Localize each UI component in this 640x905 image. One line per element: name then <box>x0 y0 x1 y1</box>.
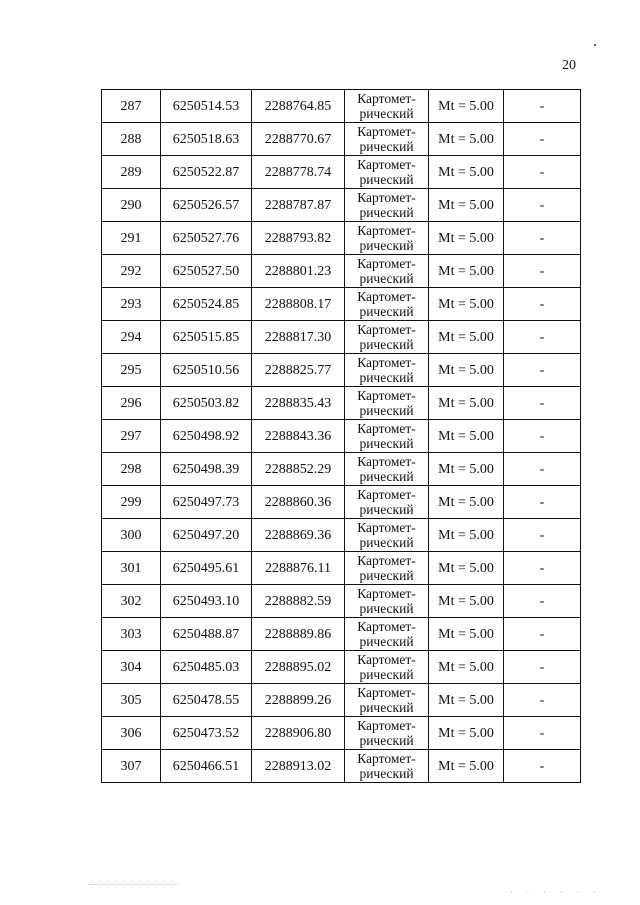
method-cell <box>345 453 429 486</box>
y-coordinate-cell: 2288778.74 <box>252 156 345 189</box>
y-coordinate-cell: 2288882.59 <box>252 585 345 618</box>
method-cell <box>345 684 429 717</box>
accuracy-cell: Mt = 5.00 <box>429 387 504 420</box>
note-cell: - <box>504 453 581 486</box>
table-row <box>102 585 581 618</box>
y-coordinate-cell: 2288835.43 <box>252 387 345 420</box>
method-cell <box>345 486 429 519</box>
y-coordinate-cell: 2288869.36 <box>252 519 345 552</box>
method-line-1: Картомет- <box>357 553 416 568</box>
method-cell <box>345 288 429 321</box>
method-line-1: Картомет- <box>357 520 416 535</box>
method-cell <box>345 519 429 552</box>
y-coordinate-cell: 2288906.80 <box>252 717 345 750</box>
method-cell <box>345 552 429 585</box>
x-coordinate-cell: 6250515.85 <box>161 321 252 354</box>
note-cell: - <box>504 387 581 420</box>
method-cell <box>345 585 429 618</box>
point-number-cell: 297 <box>102 420 161 453</box>
note-cell: - <box>504 321 581 354</box>
method-line-1: Картомет- <box>357 718 416 733</box>
table-row <box>102 123 581 156</box>
method-line-2: рический <box>359 436 414 451</box>
note-cell: - <box>504 90 581 123</box>
method-line-2: рический <box>359 700 414 715</box>
point-number-cell: 298 <box>102 453 161 486</box>
scan-artifact-right: · · · · · · <box>510 888 602 897</box>
x-coordinate-cell: 6250473.52 <box>161 717 252 750</box>
method-line-1: Картомет- <box>357 388 416 403</box>
method-line-1: Картомет- <box>357 190 416 205</box>
method-line-2: рический <box>359 370 414 385</box>
x-coordinate-cell: 6250497.20 <box>161 519 252 552</box>
point-number-cell: 303 <box>102 618 161 651</box>
method-cell <box>345 420 429 453</box>
method-line-1: Картомет- <box>357 91 416 106</box>
method-line-1: Картомет- <box>357 421 416 436</box>
note-cell: - <box>504 717 581 750</box>
x-coordinate-cell: 6250498.39 <box>161 453 252 486</box>
x-coordinate-cell: 6250524.85 <box>161 288 252 321</box>
method-line-2: рический <box>359 601 414 616</box>
y-coordinate-cell: 2288787.87 <box>252 189 345 222</box>
note-cell: - <box>504 684 581 717</box>
method-line-1: Картомет- <box>357 685 416 700</box>
x-coordinate-cell: 6250526.57 <box>161 189 252 222</box>
y-coordinate-cell: 2288764.85 <box>252 90 345 123</box>
method-cell <box>345 321 429 354</box>
y-coordinate-cell: 2288852.29 <box>252 453 345 486</box>
table-row <box>102 189 581 222</box>
note-cell: - <box>504 651 581 684</box>
x-coordinate-cell: 6250514.53 <box>161 90 252 123</box>
method-line-2: рический <box>359 469 414 484</box>
method-line-2: рический <box>359 733 414 748</box>
y-coordinate-cell: 2288793.82 <box>252 222 345 255</box>
point-number-cell: 301 <box>102 552 161 585</box>
note-cell: - <box>504 288 581 321</box>
method-line-2: рический <box>359 172 414 187</box>
accuracy-cell: Mt = 5.00 <box>429 189 504 222</box>
table-row <box>102 486 581 519</box>
table-row <box>102 255 581 288</box>
scan-speck <box>594 44 596 46</box>
x-coordinate-cell: 6250503.82 <box>161 387 252 420</box>
table-row <box>102 618 581 651</box>
accuracy-cell: Mt = 5.00 <box>429 519 504 552</box>
x-coordinate-cell: 6250498.92 <box>161 420 252 453</box>
point-number-cell: 290 <box>102 189 161 222</box>
accuracy-cell: Mt = 5.00 <box>429 651 504 684</box>
x-coordinate-cell: 6250495.61 <box>161 552 252 585</box>
point-number-cell: 304 <box>102 651 161 684</box>
x-coordinate-cell: 6250527.50 <box>161 255 252 288</box>
table-row <box>102 717 581 750</box>
note-cell: - <box>504 552 581 585</box>
x-coordinate-cell: 6250497.73 <box>161 486 252 519</box>
note-cell: - <box>504 156 581 189</box>
x-coordinate-cell: 6250488.87 <box>161 618 252 651</box>
method-cell <box>345 255 429 288</box>
accuracy-cell: Mt = 5.00 <box>429 717 504 750</box>
accuracy-cell: Mt = 5.00 <box>429 156 504 189</box>
method-cell <box>345 123 429 156</box>
note-cell: - <box>504 354 581 387</box>
method-line-2: рический <box>359 337 414 352</box>
y-coordinate-cell: 2288895.02 <box>252 651 345 684</box>
method-line-2: рический <box>359 139 414 154</box>
note-cell: - <box>504 519 581 552</box>
accuracy-cell: Mt = 5.00 <box>429 288 504 321</box>
x-coordinate-cell: 6250485.03 <box>161 651 252 684</box>
note-cell: - <box>504 750 581 783</box>
method-cell <box>345 90 429 123</box>
method-line-1: Картомет- <box>357 157 416 172</box>
y-coordinate-cell: 2288860.36 <box>252 486 345 519</box>
table-row <box>102 651 581 684</box>
y-coordinate-cell: 2288889.86 <box>252 618 345 651</box>
note-cell: - <box>504 222 581 255</box>
method-cell <box>345 387 429 420</box>
coordinates-table <box>101 89 581 783</box>
accuracy-cell: Mt = 5.00 <box>429 420 504 453</box>
point-number-cell: 302 <box>102 585 161 618</box>
point-number-cell: 296 <box>102 387 161 420</box>
point-number-cell: 294 <box>102 321 161 354</box>
y-coordinate-cell: 2288913.02 <box>252 750 345 783</box>
method-line-2: рический <box>359 304 414 319</box>
y-coordinate-cell: 2288808.17 <box>252 288 345 321</box>
y-coordinate-cell: 2288801.23 <box>252 255 345 288</box>
point-number-cell: 299 <box>102 486 161 519</box>
method-line-1: Картомет- <box>357 223 416 238</box>
method-cell <box>345 189 429 222</box>
scan-artifact-left <box>88 884 178 886</box>
note-cell: - <box>504 618 581 651</box>
method-line-1: Картомет- <box>357 289 416 304</box>
point-number-cell: 287 <box>102 90 161 123</box>
note-cell: - <box>504 189 581 222</box>
table-row <box>102 453 581 486</box>
table-row <box>102 519 581 552</box>
method-line-1: Картомет- <box>357 751 416 766</box>
x-coordinate-cell: 6250493.10 <box>161 585 252 618</box>
y-coordinate-cell: 2288770.67 <box>252 123 345 156</box>
x-coordinate-cell: 6250510.56 <box>161 354 252 387</box>
method-line-1: Картомет- <box>357 586 416 601</box>
point-number-cell: 292 <box>102 255 161 288</box>
accuracy-cell: Mt = 5.00 <box>429 354 504 387</box>
method-line-1: Картомет- <box>357 487 416 502</box>
accuracy-cell: Mt = 5.00 <box>429 684 504 717</box>
accuracy-cell: Mt = 5.00 <box>429 585 504 618</box>
table-row <box>102 552 581 585</box>
x-coordinate-cell: 6250478.55 <box>161 684 252 717</box>
method-line-2: рический <box>359 106 414 121</box>
method-line-2: рический <box>359 535 414 550</box>
table-row <box>102 684 581 717</box>
y-coordinate-cell: 2288899.26 <box>252 684 345 717</box>
point-number-cell: 307 <box>102 750 161 783</box>
note-cell: - <box>504 420 581 453</box>
method-line-2: рический <box>359 568 414 583</box>
coordinates-table-body <box>102 90 581 783</box>
table-row <box>102 354 581 387</box>
point-number-cell: 293 <box>102 288 161 321</box>
point-number-cell: 300 <box>102 519 161 552</box>
point-number-cell: 306 <box>102 717 161 750</box>
method-line-2: рический <box>359 667 414 682</box>
note-cell: - <box>504 255 581 288</box>
point-number-cell: 295 <box>102 354 161 387</box>
accuracy-cell: Mt = 5.00 <box>429 255 504 288</box>
method-line-1: Картомет- <box>357 619 416 634</box>
method-line-2: рический <box>359 205 414 220</box>
accuracy-cell: Mt = 5.00 <box>429 552 504 585</box>
method-line-1: Картомет- <box>357 256 416 271</box>
method-line-2: рический <box>359 271 414 286</box>
table-row <box>102 321 581 354</box>
table-row <box>102 750 581 783</box>
point-number-cell: 291 <box>102 222 161 255</box>
method-line-2: рический <box>359 502 414 517</box>
x-coordinate-cell: 6250527.76 <box>161 222 252 255</box>
table-row <box>102 420 581 453</box>
table-row <box>102 387 581 420</box>
method-line-2: рический <box>359 634 414 649</box>
y-coordinate-cell: 2288825.77 <box>252 354 345 387</box>
method-line-1: Картомет- <box>357 355 416 370</box>
table-row <box>102 288 581 321</box>
y-coordinate-cell: 2288843.36 <box>252 420 345 453</box>
accuracy-cell: Mt = 5.00 <box>429 90 504 123</box>
x-coordinate-cell: 6250466.51 <box>161 750 252 783</box>
method-line-1: Картомет- <box>357 322 416 337</box>
point-number-cell: 289 <box>102 156 161 189</box>
page-number: 20 <box>562 58 576 73</box>
method-line-1: Картомет- <box>357 124 416 139</box>
method-cell <box>345 717 429 750</box>
method-cell <box>345 651 429 684</box>
accuracy-cell: Mt = 5.00 <box>429 123 504 156</box>
y-coordinate-cell: 2288876.11 <box>252 552 345 585</box>
x-coordinate-cell: 6250522.87 <box>161 156 252 189</box>
y-coordinate-cell: 2288817.30 <box>252 321 345 354</box>
method-line-2: рический <box>359 238 414 253</box>
accuracy-cell: Mt = 5.00 <box>429 618 504 651</box>
note-cell: - <box>504 585 581 618</box>
method-cell <box>345 354 429 387</box>
accuracy-cell: Mt = 5.00 <box>429 750 504 783</box>
method-line-2: рический <box>359 403 414 418</box>
point-number-cell: 288 <box>102 123 161 156</box>
method-cell <box>345 750 429 783</box>
method-cell <box>345 222 429 255</box>
note-cell: - <box>504 123 581 156</box>
table-row <box>102 156 581 189</box>
note-cell: - <box>504 486 581 519</box>
x-coordinate-cell: 6250518.63 <box>161 123 252 156</box>
accuracy-cell: Mt = 5.00 <box>429 222 504 255</box>
point-number-cell: 305 <box>102 684 161 717</box>
accuracy-cell: Mt = 5.00 <box>429 453 504 486</box>
accuracy-cell: Mt = 5.00 <box>429 486 504 519</box>
method-line-2: рический <box>359 766 414 781</box>
method-cell <box>345 156 429 189</box>
method-cell <box>345 618 429 651</box>
table-row <box>102 90 581 123</box>
accuracy-cell: Mt = 5.00 <box>429 321 504 354</box>
method-line-1: Картомет- <box>357 454 416 469</box>
method-line-1: Картомет- <box>357 652 416 667</box>
table-row <box>102 222 581 255</box>
